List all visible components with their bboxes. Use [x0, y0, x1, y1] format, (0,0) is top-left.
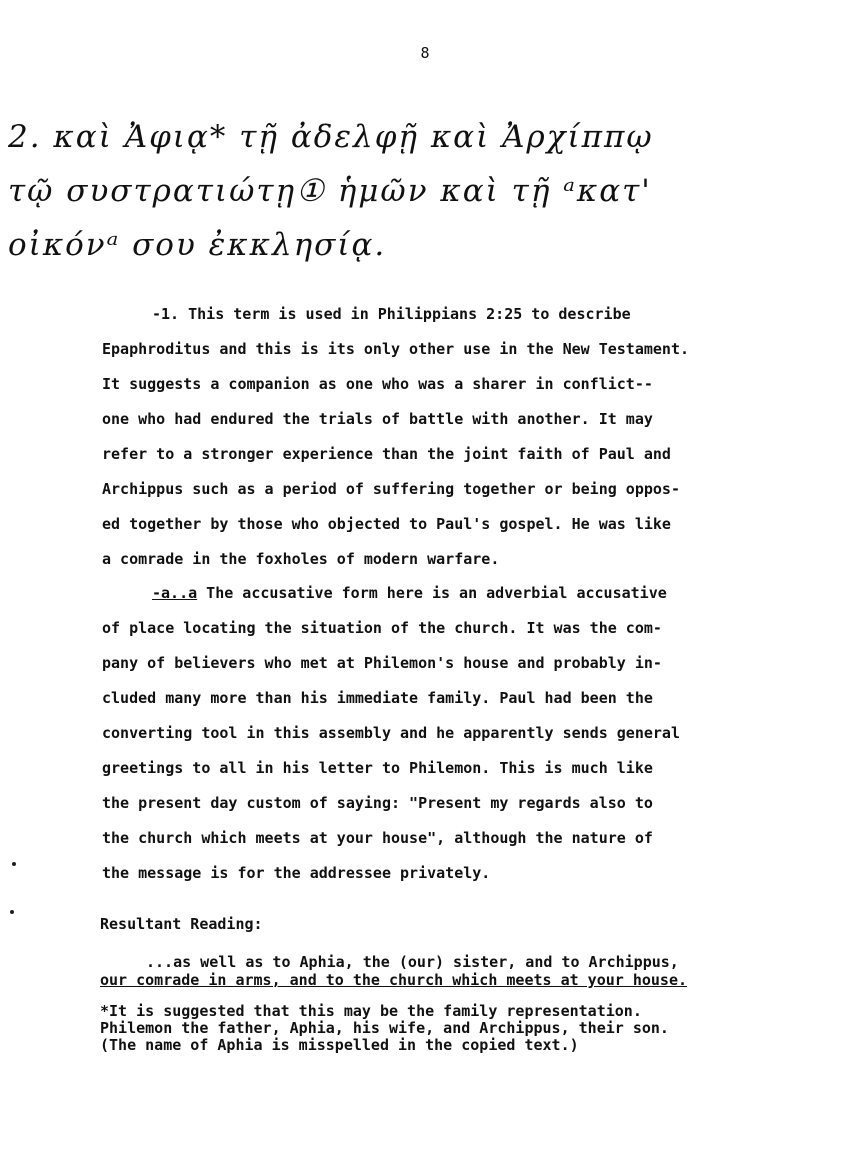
note-1-line: a comrade in the foxholes of modern warfare.: [102, 550, 500, 568]
note-1-line: -1. This term is used in Philippians 2:25 to describe: [152, 305, 631, 323]
note-2-first-line-text: The accusative form here is an adverbial accusative: [197, 584, 667, 602]
note-1-line: one who had endured the trials of battle with another. It may: [102, 410, 653, 428]
note-2-paragraph: [102, 576, 762, 891]
resultant-line-1: ...as well as to Aphia, the (our) sister, and to Archippus,: [146, 953, 679, 971]
note-2-line: cluded many more than his immediate family. Paul had been the: [102, 689, 653, 707]
note-2-line: the church which meets at your house", although the nature of: [102, 829, 653, 847]
resultant-reading-heading: Resultant Reading:: [100, 915, 263, 933]
footnote-line: Philemon the father, Aphia, his wife, and Archippus, their son.: [100, 1019, 669, 1037]
greek-line-1: 2. καὶ Ἀφιᾳ* τῇ ἀδελφῇ καὶ Ἀρχίππῳ: [8, 119, 654, 155]
page-number: 8: [420, 44, 430, 62]
note-2-first-line: [102, 576, 762, 611]
note-1-line: refer to a stronger experience than the joint faith of Paul and: [102, 445, 671, 463]
note-1-line: Archippus such as a period of suffering together or being oppos-: [102, 480, 680, 498]
note-1-line: ed together by those who objected to Paul's gospel. He was like: [102, 515, 671, 533]
greek-text-block: [8, 110, 848, 272]
resultant-reading-text: [100, 953, 760, 989]
note-2-marker: -a..a: [152, 584, 198, 602]
note-2-line: greetings to all in his letter to Philemon. This is much like: [102, 759, 653, 777]
scan-speck: [12, 862, 16, 866]
note-2-line: of place locating the situation of the church. It was the com-: [102, 619, 662, 637]
footnote-line: (The name of Aphia is misspelled in the copied text.): [100, 1036, 579, 1054]
footnote-line: *It is suggested that this may be the family representation.: [100, 1002, 642, 1020]
note-2-line: pany of believers who met at Philemon's house and probably in-: [102, 654, 662, 672]
note-2-line: converting tool in this assembly and he apparently sends general: [102, 724, 680, 742]
resultant-line-2: our comrade in arms, and to the church which meets at your house.: [100, 971, 687, 989]
note-1-line: It suggests a companion as one who was a sharer in conflict--: [102, 375, 653, 393]
greek-line-2: τῷ συστρατιώτῃ① ἡμῶν καὶ τῇ ᵃκατ': [8, 173, 652, 209]
scan-speck: [10, 910, 14, 914]
footnote: [100, 1003, 760, 1054]
greek-line-3: οἰκόνᵃ σου ἐκκλησίᾳ.: [8, 227, 387, 263]
note-1-line: Epaphroditus and this is its only other use in the New Testament.: [102, 340, 689, 358]
note-2-line: the present day custom of saying: "Present my regards also to: [102, 794, 653, 812]
note-2-line: the message is for the addressee privately.: [102, 864, 491, 882]
note-1-paragraph: [102, 297, 762, 577]
